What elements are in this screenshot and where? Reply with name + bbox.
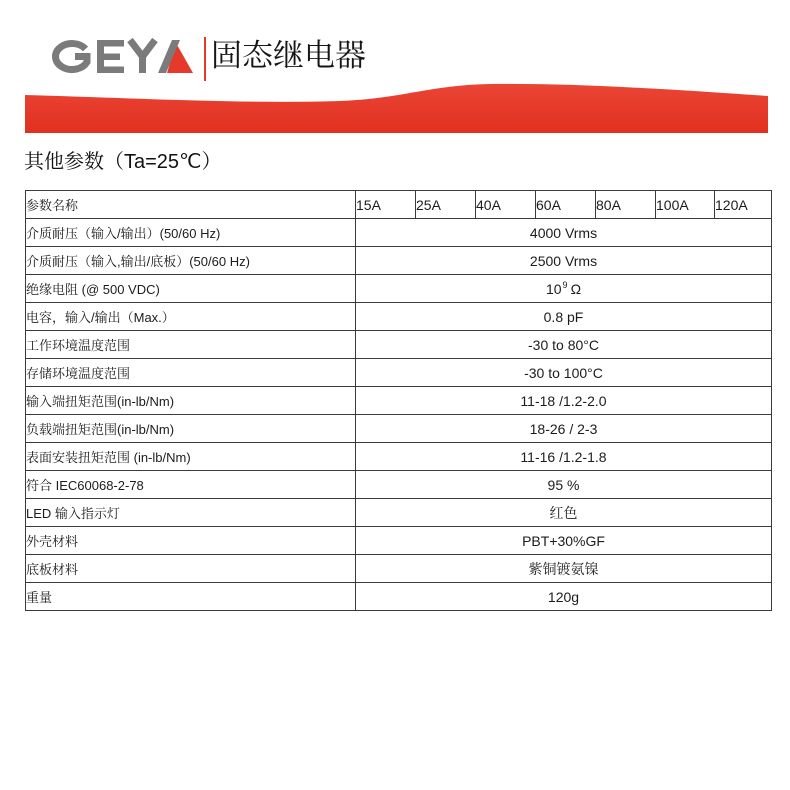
row-baseplate-material bbox=[26, 555, 772, 583]
value-base: 10 bbox=[545, 280, 562, 297]
param-label: 表面安装扭矩范围 (in-lb/Nm) bbox=[26, 443, 356, 471]
row-weight bbox=[26, 583, 772, 611]
param-value bbox=[356, 275, 772, 303]
value-exponent: 9 bbox=[562, 279, 568, 290]
param-value: 4000 Vrms bbox=[356, 219, 772, 247]
param-value: 95 % bbox=[356, 471, 772, 499]
header-rating-100a: 100A bbox=[656, 191, 715, 219]
param-label: 底板材料 bbox=[26, 555, 356, 583]
section-title: 其他参数（Ta=25℃） bbox=[24, 151, 222, 173]
param-label: 输入端扭矩范围(in-lb/Nm) bbox=[26, 387, 356, 415]
param-value: 紫铜镀氨镍 bbox=[356, 555, 772, 583]
header-rating-80a: 80A bbox=[596, 191, 656, 219]
row-capacitance bbox=[26, 303, 772, 331]
param-value: 120g bbox=[356, 583, 772, 611]
param-value: 11-16 /1.2-1.8 bbox=[356, 443, 772, 471]
param-label: 外壳材料 bbox=[26, 527, 356, 555]
row-insulation-resistance bbox=[26, 275, 772, 303]
param-label: 存储环境温度范围 bbox=[26, 359, 356, 387]
product-name: 固态继电器 bbox=[211, 38, 366, 73]
specs-table bbox=[25, 190, 772, 611]
header-param-name: 参数名称 bbox=[26, 191, 356, 219]
param-value: 0.8 pF bbox=[356, 303, 772, 331]
param-label: 工作环境温度范围 bbox=[26, 331, 356, 359]
param-value: 红色 bbox=[356, 499, 772, 527]
header-rating-120a: 120A bbox=[715, 191, 772, 219]
param-label: 绝缘电阻 (@ 500 VDC) bbox=[26, 275, 356, 303]
logo-letter-a bbox=[158, 40, 193, 73]
header-rating-15a: 15A bbox=[356, 191, 416, 219]
row-dielectric-strength-baseplate bbox=[26, 247, 772, 275]
row-load-terminal-torque bbox=[26, 415, 772, 443]
row-input-terminal-torque bbox=[26, 387, 772, 415]
table-header-row bbox=[26, 191, 772, 219]
logo-letter-e bbox=[97, 40, 124, 73]
value-unit: Ω bbox=[570, 280, 582, 297]
param-label: LED 输入指示灯 bbox=[26, 499, 356, 527]
param-label: 重量 bbox=[26, 583, 356, 611]
param-value: -30 to 80°C bbox=[356, 331, 772, 359]
red-wave-banner bbox=[0, 78, 790, 138]
param-label: 电容，输入/输出（Max.） bbox=[26, 303, 356, 331]
row-storage-temperature bbox=[26, 359, 772, 387]
header-rating-40a: 40A bbox=[476, 191, 536, 219]
logo-letter-g bbox=[56, 44, 87, 70]
header-divider bbox=[204, 37, 206, 81]
param-label: 介质耐压（输入,输出/底板）(50/60 Hz) bbox=[26, 247, 356, 275]
row-led-input-indicator bbox=[26, 499, 772, 527]
logo-letter-y bbox=[130, 40, 155, 73]
param-value: PBT+30%GF bbox=[356, 527, 772, 555]
param-label: 介质耐压（输入/输出）(50/60 Hz) bbox=[26, 219, 356, 247]
row-operating-temperature bbox=[26, 331, 772, 359]
param-value: 2500 Vrms bbox=[356, 247, 772, 275]
param-value: -30 to 100°C bbox=[356, 359, 772, 387]
geya-logo bbox=[48, 38, 198, 78]
param-value: 18-26 / 2-3 bbox=[356, 415, 772, 443]
row-iec60068-compliance bbox=[26, 471, 772, 499]
header-rating-25a: 25A bbox=[416, 191, 476, 219]
row-dielectric-strength-input-output bbox=[26, 219, 772, 247]
header-rating-60a: 60A bbox=[536, 191, 596, 219]
row-surface-mount-torque bbox=[26, 443, 772, 471]
param-label: 符合 IEC60068-2-78 bbox=[26, 471, 356, 499]
param-label: 负载端扭矩范围(in-lb/Nm) bbox=[26, 415, 356, 443]
param-value: 11-18 /1.2-2.0 bbox=[356, 387, 772, 415]
row-housing-material bbox=[26, 527, 772, 555]
